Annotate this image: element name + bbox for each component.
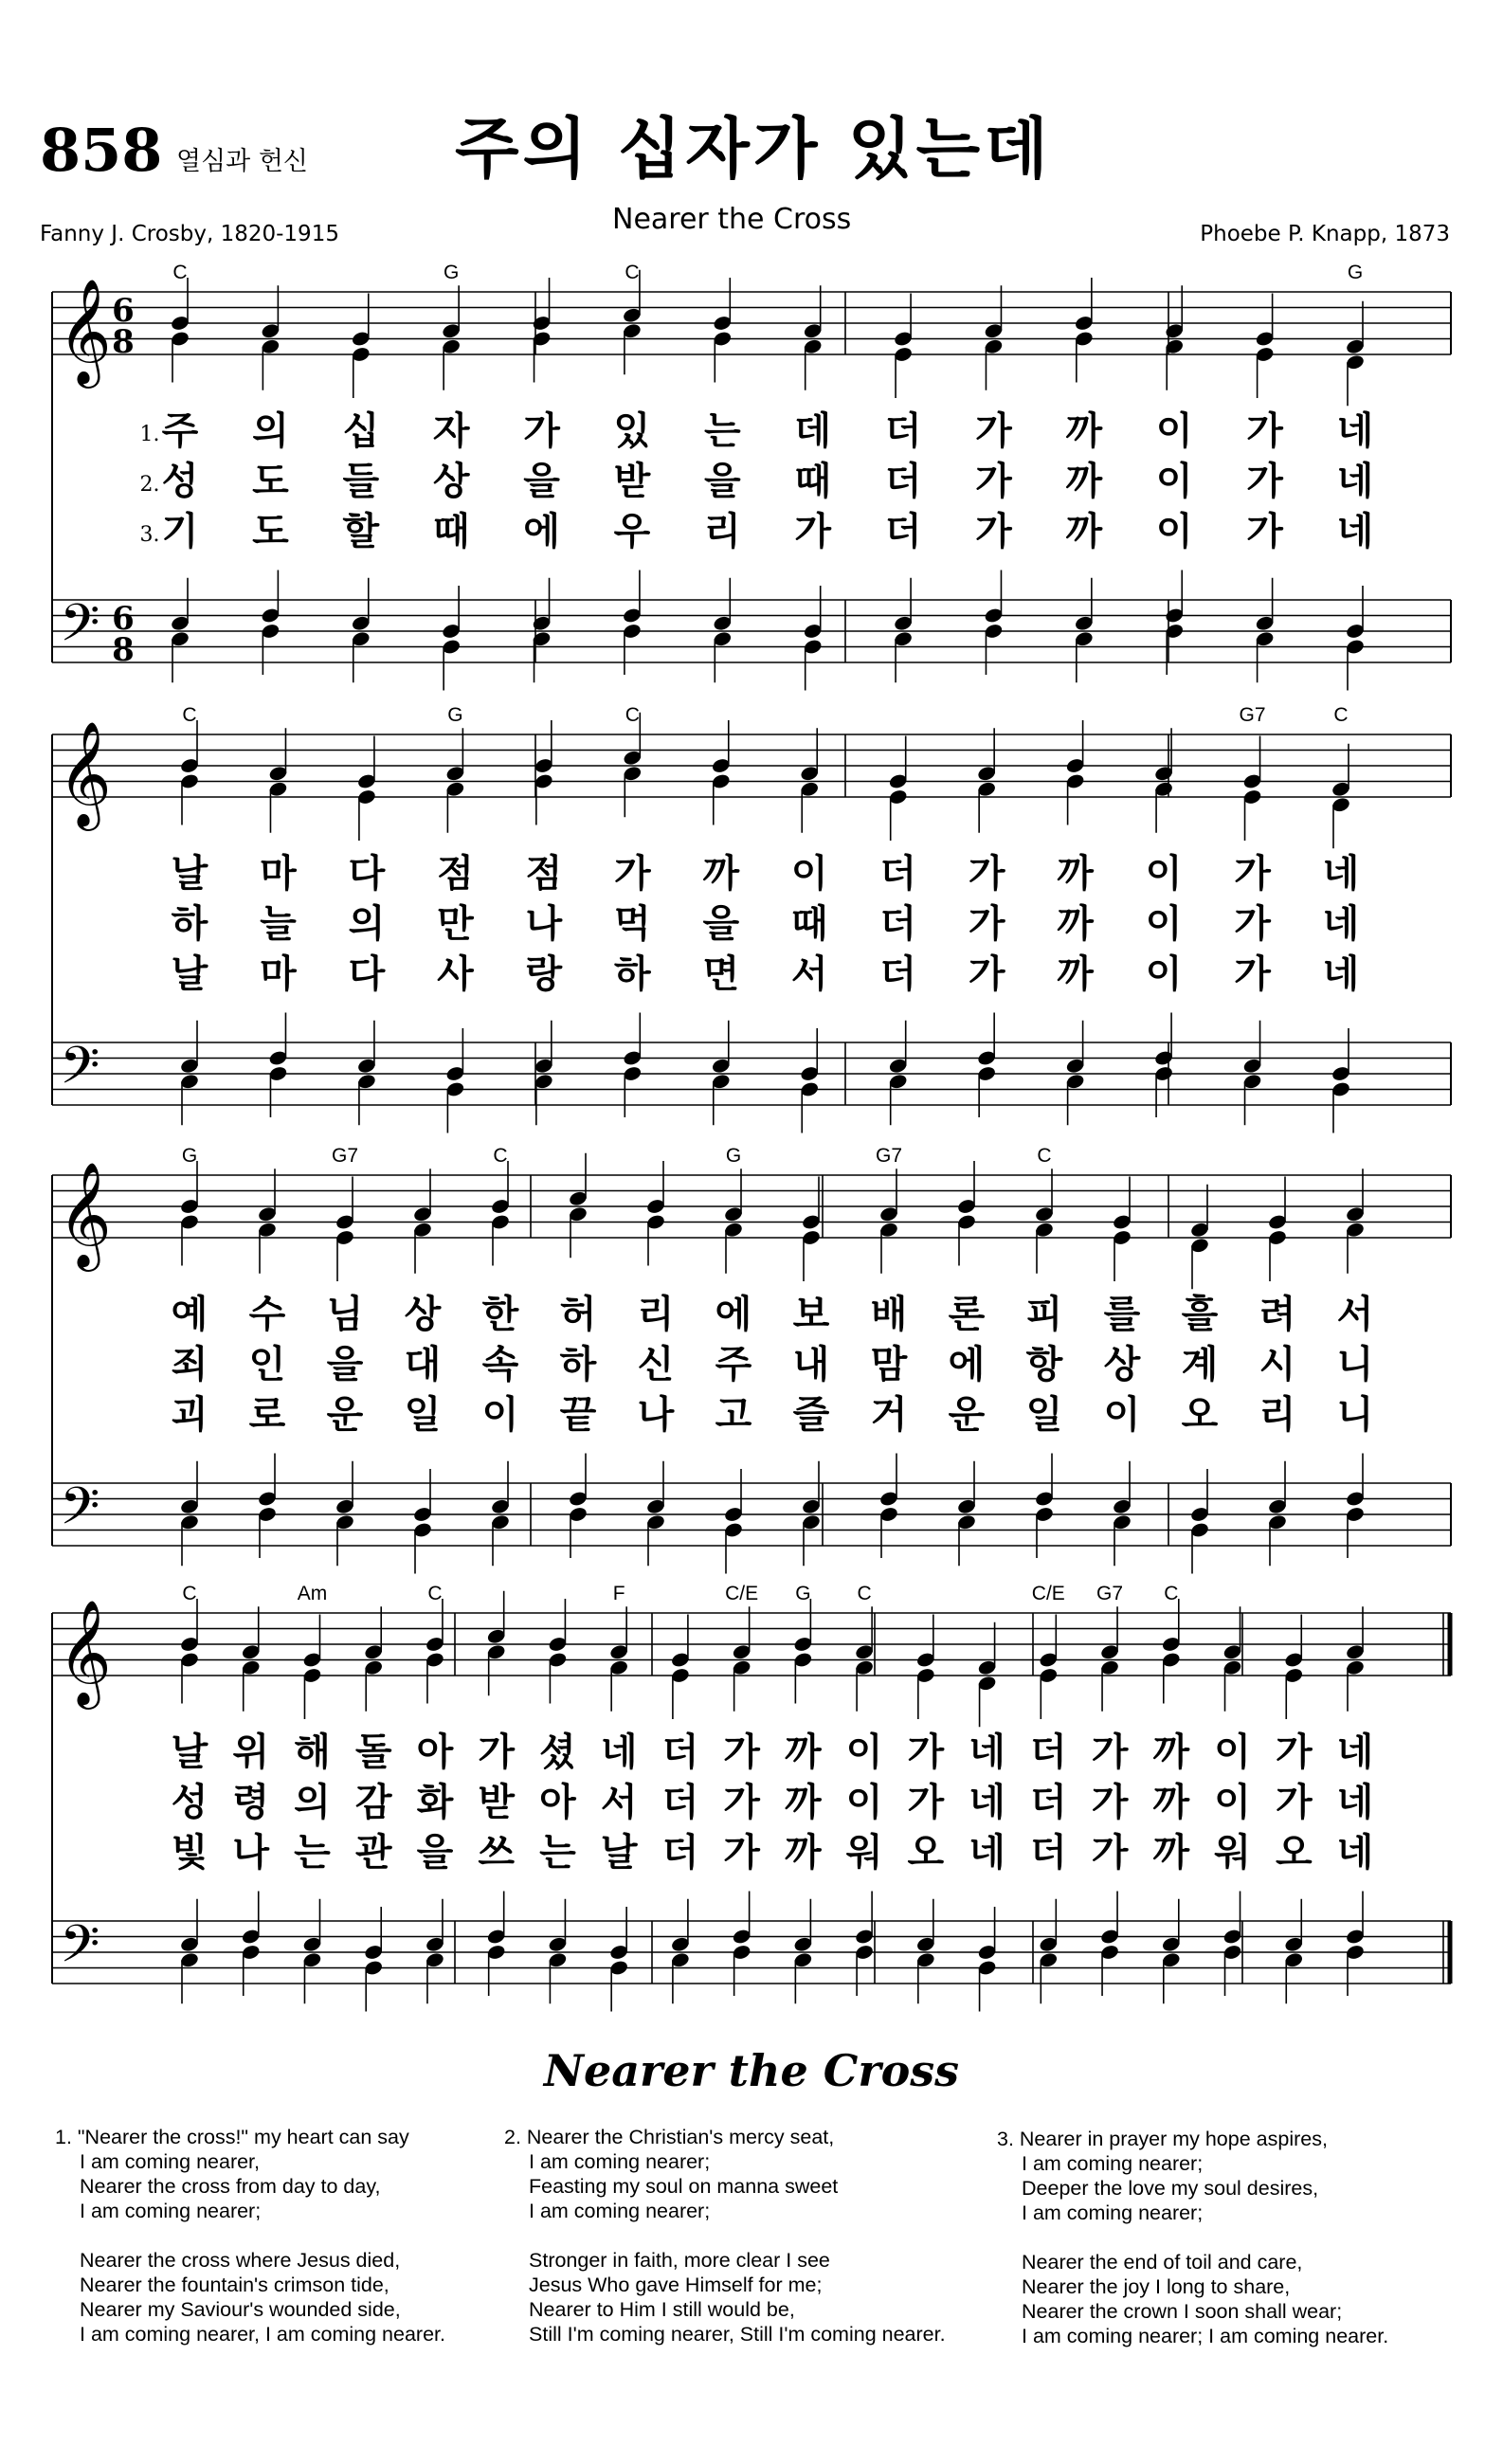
lyric-syllable: 성 [161,460,199,503]
verse-line: Nearer the fountain's crimson tide, [80,2274,389,2296]
chord-symbol: C [857,1583,872,1604]
lyric-syllable: 는 [703,409,741,453]
verse-line: Nearer the crown I soon shall wear; [1022,2300,1343,2323]
time-signature-top: 6 [112,292,135,330]
lyric-syllable: 피 [1025,1293,1063,1336]
lyric-syllable: 는 [294,1831,331,1875]
lyric-syllable: 데 [794,409,832,453]
hymn-category: 열심과 헌신 [176,147,308,176]
lyric-syllable: 리 [1259,1393,1296,1437]
chord-symbol: C [182,1583,197,1604]
lyric-syllable: 시 [1259,1343,1296,1386]
lyric-syllable: 할 [342,510,380,553]
lyric-syllable: 네 [1322,902,1360,946]
chord-symbol: G [447,704,463,726]
lyric-syllable: 날 [171,952,208,996]
lyric-syllable: 이 [1145,952,1183,996]
bass-clef-icon: 𝄢 [60,1476,100,1549]
lyric-syllable: 이 [1145,902,1183,946]
verse-line: I am coming nearer, [80,2150,261,2173]
hymn-number: 858 [40,116,163,185]
verse-line: Still I'm coming nearer, Still I'm coming nearer. [529,2323,946,2346]
lyric-syllable: 더 [661,1730,699,1774]
lyric-syllable: 워 [845,1831,883,1875]
lyric-syllable: 마 [260,952,297,996]
bass-clef-icon: 𝄢 [60,1913,100,1987]
lyric-syllable: 다 [348,852,386,896]
lyric-syllable: 아 [416,1730,454,1774]
lyric-syllable: 이 [1214,1730,1251,1774]
lyric-syllable: 있 [613,409,651,453]
lyric-syllable: 네 [969,1781,1005,1824]
lyric-syllable: 계 [1181,1343,1219,1386]
verse-line: Nearer the end of toil and care, [1022,2251,1303,2274]
lyric-syllable: 가 [1246,510,1283,553]
lyric-syllable: 까 [785,1730,822,1774]
chord-symbol: C [172,262,188,283]
lyric-syllable: 네 [1336,460,1374,503]
lyric-syllable: 기 [161,510,199,553]
lyric-syllable: 가 [1234,852,1271,896]
verse-line: Nearer my Saviour's wounded side, [80,2298,401,2321]
treble-clef-icon: 𝄞 [58,1161,112,1267]
lyric-syllable: 가 [1091,1831,1129,1875]
lyric-syllable: 가 [1091,1781,1129,1824]
lyric-syllable: 네 [1322,952,1360,996]
lyric-syllable: 나 [232,1831,270,1875]
lyric-syllable: 하 [171,902,208,946]
chord-symbol: C [427,1583,443,1604]
lyric-syllable: 니 [1336,1393,1374,1437]
lyric-syllable: 배 [870,1293,908,1336]
lyric-syllable: 가 [975,460,1012,503]
lyric-syllable: 의 [252,409,289,453]
lyric-syllable: 아 [539,1781,576,1824]
lyric-syllable: 서 [1336,1293,1374,1336]
chord-symbol: G [795,1583,811,1604]
lyric-syllable: 까 [1057,952,1094,996]
lyric-syllable: 속 [481,1343,519,1386]
chord-symbol: G [181,1145,198,1167]
lyric-syllable: 가 [907,1730,945,1774]
lyric-syllable: 자 [432,409,470,453]
lyric-syllable: 예 [171,1293,208,1336]
lyric-syllable: 네 [1336,1730,1374,1774]
lyric-syllable: 을 [523,460,560,503]
lyric-syllable: 상 [432,460,470,503]
lyric-syllable: 더 [661,1831,699,1875]
lyric-syllable: 리 [703,510,741,553]
lyric-syllable: 가 [478,1730,516,1774]
lyric-syllable: 이 [1214,1781,1251,1824]
lyric-syllable: 네 [1336,1781,1374,1824]
lyric-syllable: 이 [790,852,828,896]
lyric-syllable: 까 [1152,1781,1190,1824]
stanza-gap [997,2225,1388,2250]
lyric-syllable: 하 [559,1343,597,1386]
lyric-syllable: 까 [1152,1730,1190,1774]
lyric-syllable: 가 [613,852,651,896]
time-signature-bottom: 8 [112,631,135,669]
verse-line: I am coming nearer; [529,2150,711,2173]
lyric-syllable: 가 [1234,902,1271,946]
lyric-syllable: 가 [723,1781,760,1824]
chord-symbol: C [1164,1583,1179,1604]
chord-symbol: C [625,704,640,726]
chord-symbol: C [1037,1145,1052,1167]
lyric-syllable: 이 [1155,460,1193,503]
lyric-syllable: 면 [702,952,740,996]
verse-line: 3. Nearer in prayer my hope aspires, [997,2128,1328,2150]
lyric-syllable: 쓰 [478,1831,516,1875]
english-verse-2 [504,2125,946,2346]
lyric-syllable: 이 [1103,1393,1141,1437]
lyric-syllable: 내 [792,1343,830,1386]
lyric-syllable: 흘 [1181,1293,1219,1336]
lyric-syllable: 인 [248,1343,286,1386]
lyric-syllable: 나 [525,902,563,946]
chord-symbol: C [625,262,640,283]
lyric-syllable: 네 [1336,1831,1374,1875]
lyric-syllable: 이 [481,1393,519,1437]
time-signature-top: 6 [112,600,135,638]
lyric-syllable: 맘 [870,1343,908,1386]
lyric-syllable: 화 [416,1781,454,1824]
lyric-syllable: 네 [1336,409,1374,453]
stanza-gap [55,2223,445,2248]
lyric-syllable: 도 [252,460,289,503]
lyric-syllable: 서 [600,1781,638,1824]
lyric-syllable: 우 [613,510,651,553]
lyric-syllable: 도 [252,510,289,553]
lyric-syllable: 오 [907,1831,945,1875]
lyric-syllable: 네 [600,1730,638,1774]
lyric-syllable: 을 [703,460,741,503]
lyric-syllable: 더 [884,409,922,453]
lyric-syllable: 일 [1025,1393,1063,1437]
lyric-syllable: 리 [637,1293,675,1336]
lyric-syllable: 니 [1336,1343,1374,1386]
english-verse-1 [55,2125,445,2346]
time-signature-bottom: 8 [112,323,135,361]
lyric-syllable: 의 [294,1781,331,1824]
verse-line: Stronger in faith, more clear I see [529,2249,830,2272]
lyric-syllable: 상 [404,1293,442,1336]
verse-line: Deeper the love my soul desires, [1022,2177,1319,2200]
lyric-syllable: 죄 [171,1343,208,1386]
lyric-syllable: 즐 [792,1393,830,1437]
lyric-syllable: 더 [1029,1781,1067,1824]
english-hymn-title: Nearer the Cross [543,2045,960,2096]
verse-number: 3. [139,523,160,547]
lyric-syllable: 가 [975,409,1012,453]
lyric-syllable: 이 [1155,510,1193,553]
lyric-syllable: 사 [437,952,474,996]
lyric-syllable: 괴 [171,1393,208,1437]
lyric-syllable: 의 [348,902,386,946]
lyric-syllable: 마 [260,852,297,896]
verse-line: Jesus Who gave Himself for me; [529,2274,823,2296]
verse-line: I am coming nearer; [1022,2152,1204,2175]
verse-number: 1. [139,423,160,446]
lyric-syllable: 날 [600,1831,638,1875]
chord-symbol: C/E [725,1583,759,1604]
verse-line: Nearer the cross from day to day, [80,2175,381,2198]
verse-line: 2. Nearer the Christian's mercy seat, [504,2126,835,2148]
lyric-syllable: 하 [613,952,651,996]
verse-line: Feasting my soul on manna sweet [529,2175,839,2198]
chord-symbol: C [1333,704,1349,726]
chord-symbol: G [1347,262,1364,283]
lyric-syllable: 십 [342,409,380,453]
lyric-syllable: 서 [790,952,828,996]
stanza-gap [504,2223,946,2248]
lyric-syllable: 가 [723,1730,760,1774]
lyric-syllable: 을 [702,902,740,946]
lyric-syllable: 가 [968,902,1005,946]
lyric-syllable: 까 [785,1781,822,1824]
lyric-syllable: 까 [785,1831,822,1875]
lyric-syllable: 더 [884,460,922,503]
verse-line: Nearer the joy I long to share, [1022,2275,1291,2298]
lyric-syllable: 가 [723,1831,760,1875]
bass-clef-icon: 𝄢 [60,1035,100,1109]
lyric-syllable: 이 [845,1730,883,1774]
verse-line: Nearer to Him I still would be, [529,2298,795,2321]
lyric-syllable: 에 [948,1343,986,1386]
chord-symbol: G7 [875,1145,903,1167]
lyric-syllable: 까 [1065,460,1103,503]
lyric-syllable: 들 [342,460,380,503]
chord-symbol: C/E [1031,1583,1065,1604]
lyric-syllable: 돌 [354,1730,392,1774]
lyric-syllable: 워 [1214,1831,1251,1875]
lyric-syllable: 네 [1322,852,1360,896]
lyric-syllable: 항 [1025,1343,1063,1386]
verse-line: I am coming nearer; [529,2200,711,2222]
verse-line: Nearer the cross where Jesus died, [80,2249,401,2272]
lyric-syllable: 더 [879,952,917,996]
lyric-syllable: 다 [348,952,386,996]
lyric-syllable: 이 [845,1781,883,1824]
lyric-syllable: 오 [1181,1393,1219,1437]
lyric-syllable: 님 [326,1293,364,1336]
chord-symbol: G [443,262,460,283]
lyric-syllable: 날 [171,1730,208,1774]
lyric-syllable: 때 [794,460,832,503]
lyric-syllable: 더 [884,510,922,553]
lyric-syllable: 을 [416,1831,454,1875]
lyric-syllable: 가 [1234,952,1271,996]
chord-symbol: C [182,704,197,726]
lyric-syllable: 이 [1155,409,1193,453]
lyric-syllable: 받 [613,460,651,503]
lyric-syllable: 오 [1275,1831,1313,1875]
lyric-syllable: 셨 [539,1730,576,1774]
chord-symbol: C [493,1145,508,1167]
lyric-syllable: 수 [248,1293,286,1336]
lyric-syllable: 려 [1259,1293,1296,1336]
lyric-syllable: 이 [1145,852,1183,896]
lyric-syllable: 더 [661,1781,699,1824]
lyric-syllable: 주 [715,1343,752,1386]
lyric-syllable: 더 [879,902,917,946]
lyric-syllable: 에 [715,1293,752,1336]
lyric-syllable: 네 [969,1831,1005,1875]
english-subtitle: Nearer the Cross [612,203,852,236]
korean-title: 주의 십자가 있는데 [455,110,1052,188]
lyric-syllable: 까 [1057,852,1094,896]
lyric-syllable: 가 [968,852,1005,896]
lyric-syllable: 위 [232,1730,270,1774]
lyric-syllable: 나 [637,1393,675,1437]
verse-line: I am coming nearer; I am coming nearer. [1022,2325,1389,2347]
lyric-syllable: 가 [968,952,1005,996]
lyric-syllable: 보 [792,1293,830,1336]
lyric-syllable: 일 [404,1393,442,1437]
chord-symbol: F [612,1583,625,1604]
lyric-syllable: 성 [171,1781,208,1824]
lyric-syllable: 로 [248,1393,286,1437]
lyric-syllable: 론 [948,1293,986,1336]
lyric-syllable: 만 [437,902,474,946]
lyricist-credit: Fanny J. Crosby, 1820-1915 [40,222,339,246]
lyric-syllable: 가 [1091,1730,1129,1774]
treble-clef-icon: 𝄞 [58,720,112,826]
lyric-syllable: 신 [637,1343,675,1386]
lyric-syllable: 때 [790,902,828,946]
chord-symbol: Am [297,1583,328,1604]
chord-symbol: G [725,1145,742,1167]
lyric-syllable: 더 [1029,1831,1067,1875]
lyric-syllable: 늘 [260,902,297,946]
lyric-syllable: 가 [1275,1781,1313,1824]
lyric-syllable: 받 [478,1781,516,1824]
lyric-syllable: 까 [1057,902,1094,946]
bass-clef-icon: 𝄢 [60,592,100,666]
lyric-syllable: 상 [1103,1343,1141,1386]
lyric-syllable: 까 [1152,1831,1190,1875]
lyric-syllable: 주 [161,409,199,453]
lyric-syllable: 을 [326,1343,364,1386]
lyric-syllable: 한 [481,1293,519,1336]
lyric-syllable: 대 [404,1343,442,1386]
treble-clef-icon: 𝄞 [58,278,112,384]
lyric-syllable: 빛 [171,1831,208,1875]
verse-line: I am coming nearer; [80,2200,262,2222]
chord-symbol: G7 [1096,1583,1124,1604]
lyric-syllable: 네 [1336,510,1374,553]
composer-credit: Phoebe P. Knapp, 1873 [1200,222,1450,246]
lyric-syllable: 거 [870,1393,908,1437]
verse-number: 2. [139,473,160,497]
lyric-syllable: 더 [879,852,917,896]
treble-clef-icon: 𝄞 [58,1599,112,1705]
lyric-syllable: 때 [432,510,470,553]
lyric-syllable: 끝 [559,1393,597,1437]
chord-symbol: G7 [331,1145,359,1167]
verse-line: I am coming nearer; [1022,2201,1204,2224]
lyric-syllable: 까 [1065,409,1103,453]
lyric-syllable: 운 [948,1393,986,1437]
lyric-syllable: 는 [539,1831,576,1875]
lyric-syllable: 관 [354,1831,392,1875]
lyric-syllable: 점 [437,852,474,896]
lyric-syllable: 감 [354,1781,392,1824]
lyric-syllable: 점 [525,852,563,896]
lyric-syllable: 를 [1103,1293,1141,1336]
lyric-syllable: 먹 [613,902,651,946]
lyric-syllable: 해 [294,1730,331,1774]
lyric-syllable: 랑 [525,952,563,996]
lyric-syllable: 령 [232,1781,270,1824]
lyric-syllable: 까 [1065,510,1103,553]
lyric-syllable: 가 [907,1781,945,1824]
lyric-syllable: 가 [523,409,560,453]
lyric-syllable: 네 [969,1730,1005,1774]
lyric-syllable: 날 [171,852,208,896]
lyric-syllable: 운 [326,1393,364,1437]
lyric-syllable: 까 [702,852,740,896]
verse-line: 1. "Nearer the cross!" my heart can say [55,2126,409,2148]
lyric-syllable: 가 [1275,1730,1313,1774]
chord-symbol: G7 [1239,704,1266,726]
lyric-syllable: 가 [794,510,832,553]
verse-line: I am coming nearer, I am coming nearer. [80,2323,445,2346]
lyric-syllable: 가 [975,510,1012,553]
lyric-syllable: 허 [559,1293,597,1336]
lyric-syllable: 에 [523,510,560,553]
lyric-syllable: 가 [1246,409,1283,453]
lyric-syllable: 고 [715,1393,752,1437]
english-verse-3 [997,2127,1388,2348]
lyric-syllable: 더 [1029,1730,1067,1774]
lyric-syllable: 가 [1246,460,1283,503]
